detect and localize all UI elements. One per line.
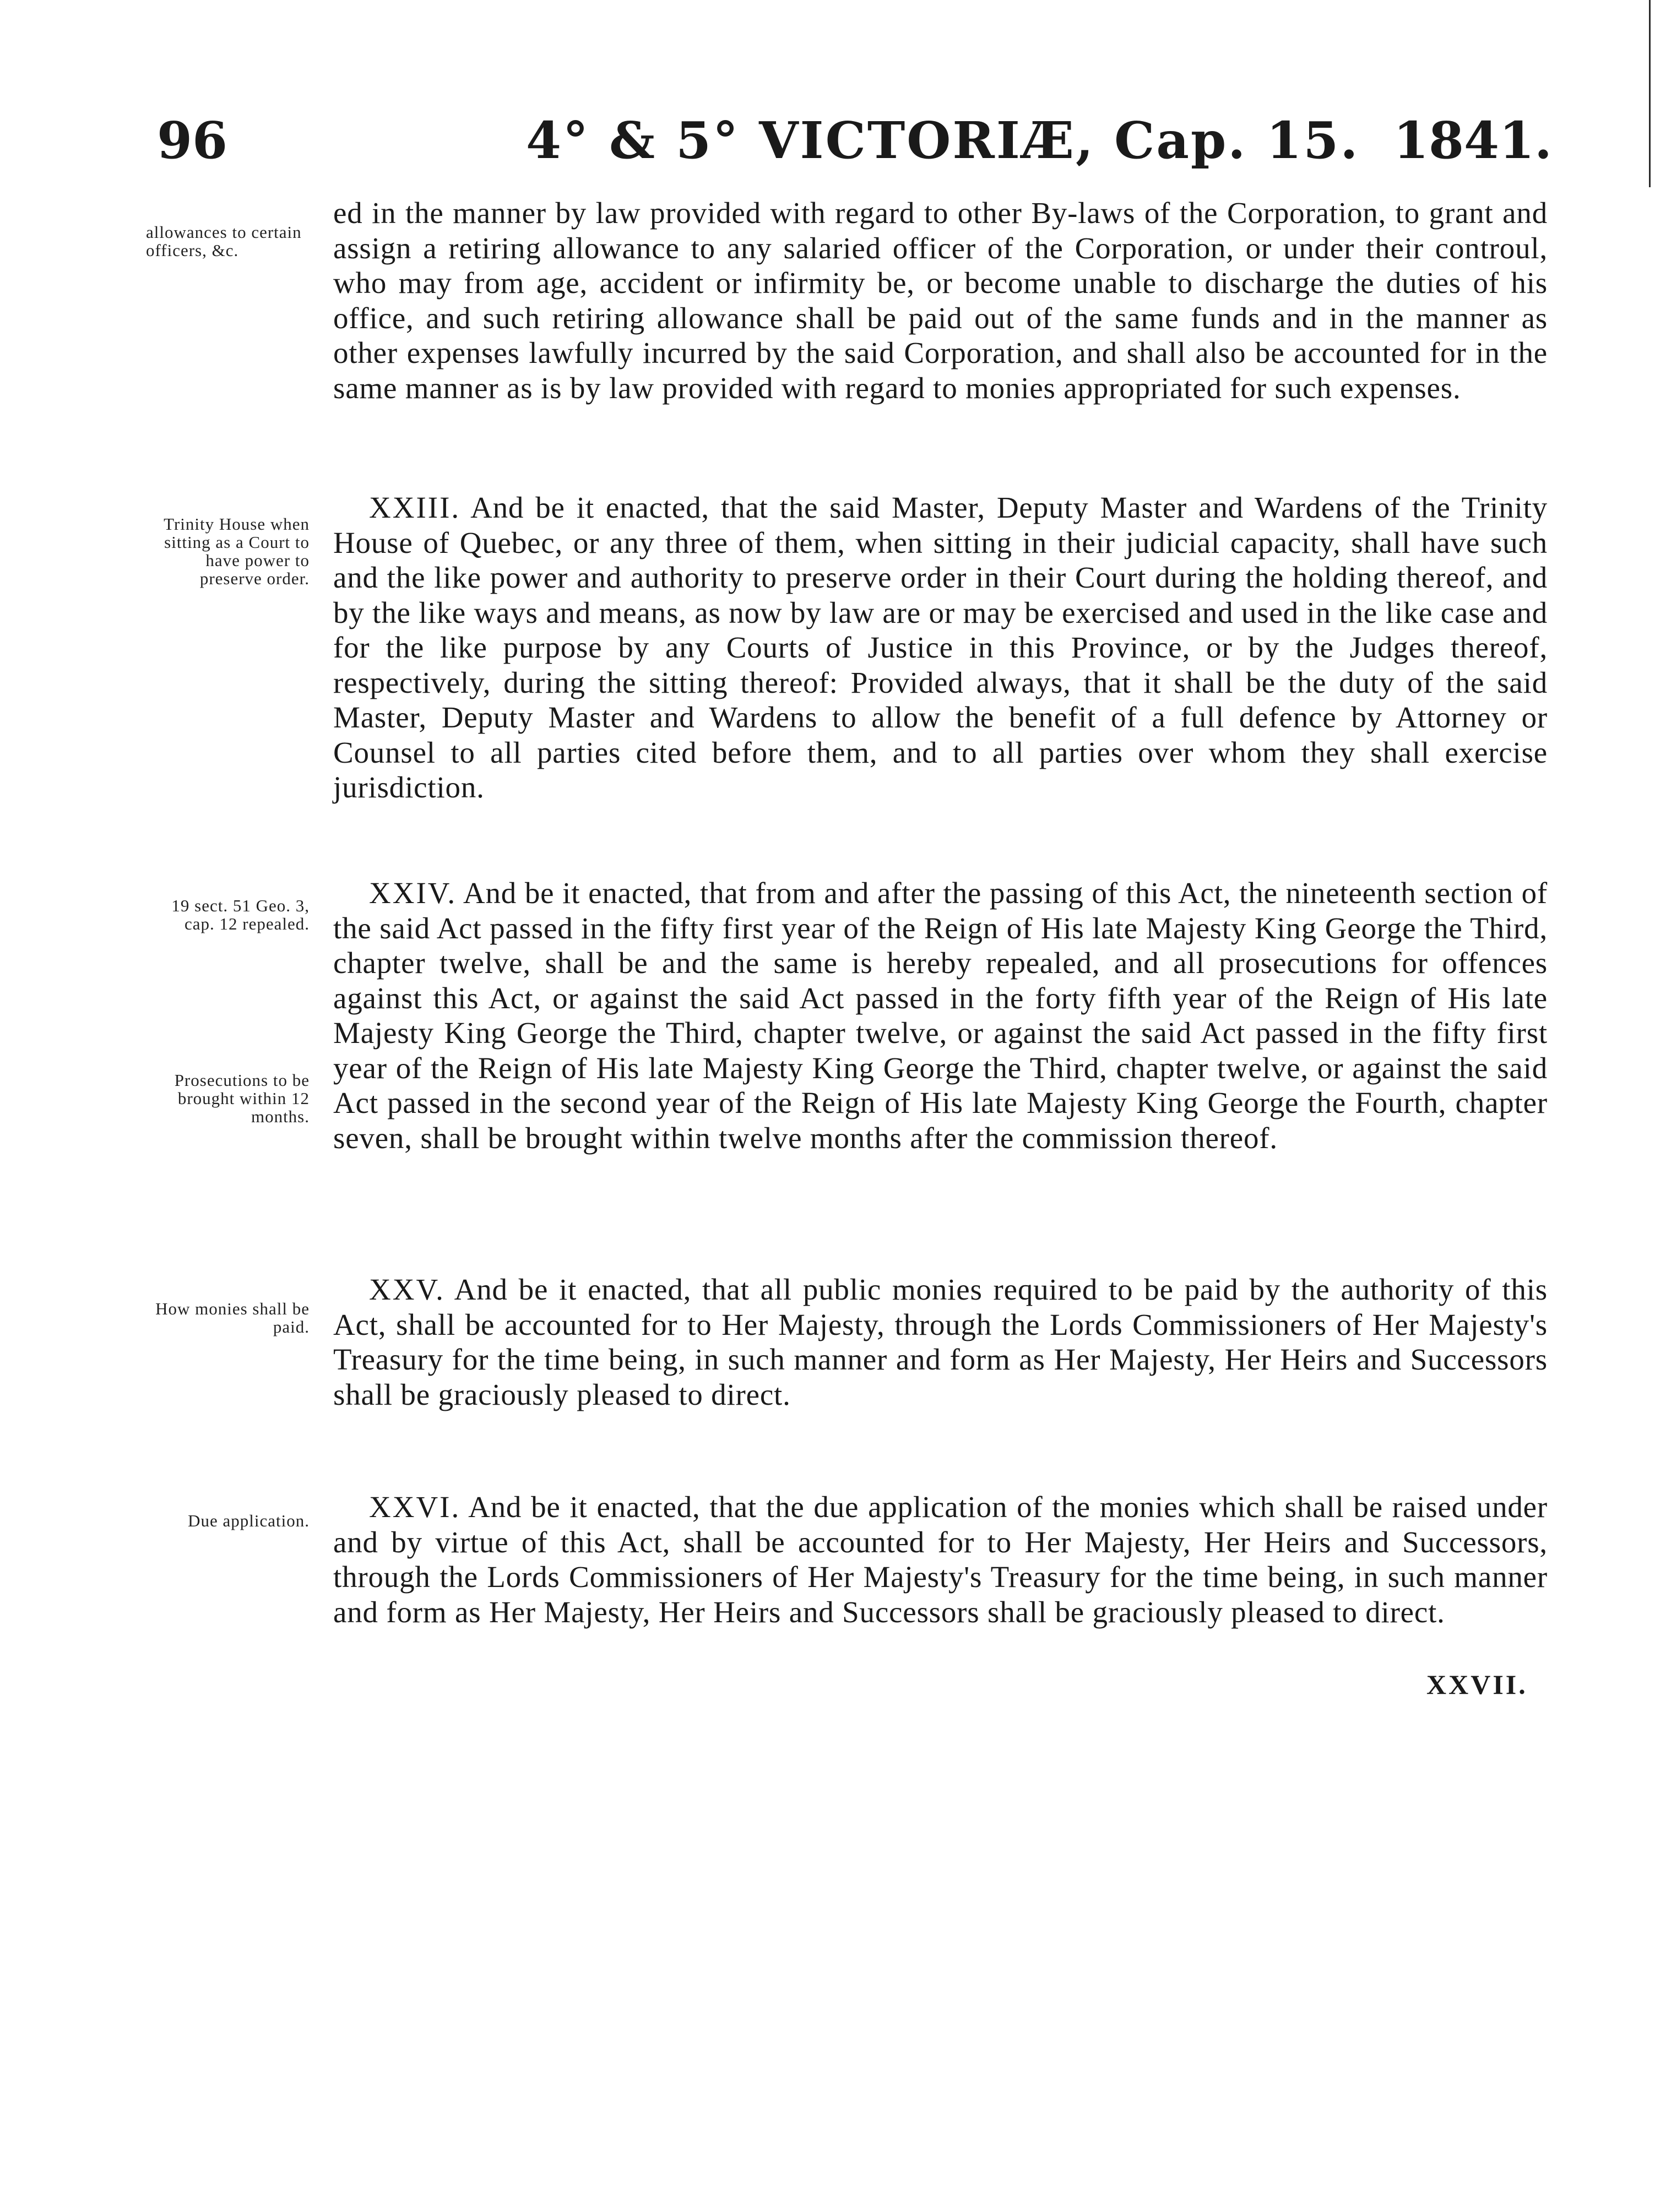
section-xxv xyxy=(333,1272,1548,1412)
section-xxiii xyxy=(333,490,1548,805)
catchword: XXVII. xyxy=(1426,1669,1528,1700)
section-xxiv xyxy=(333,876,1548,1155)
margin-note-repeal: 19 sect. 51 Geo. 3, cap. 12 repealed. xyxy=(171,896,310,933)
paragraph-text: ed in the manner by law provided with regard to other By-laws of the Corporation, to grant and assign a retiring allowance to any salaried officer of the Corporation, or under their controul, who may from age, accident or infirmity be, or become unable to discharge the duties of his office, and such retiring allowance shall be paid out of the same funds and in the manner as other expenses lawfully incurred by the said Corporation, and shall also be accounted for in the same manner as is by law provided with regard to monies appropriated for such expenses. xyxy=(333,196,1548,405)
margin-note-monies: How monies shall be paid. xyxy=(155,1299,310,1336)
section-number: XXV. xyxy=(369,1273,445,1306)
paragraph-continued xyxy=(333,195,1548,405)
section-text: And be it enacted, that from and after the passing of this Act, the nineteenth section of the said Act passed in the fifty first year of the Reign of His late Majesty King George the Third, chapter twelve, shall be and the same is hereby repealed, and all prosecutions for offences against this Act, or against the said Act passed in the forty fifth year of the Reign of His late Majesty King George the Third, chapter twelve, or against the said Act passed in the fifty first year of the Reign of His late Majesty King George the Third, chapter twelve, or against the said Act passed in the second year of the Reign of His late Majesty King George the Fourth, chapter seven, shall be brought within twelve months after the commission thereof. xyxy=(333,876,1548,1155)
section-xxvi xyxy=(333,1490,1548,1629)
running-title: 4° & 5° VICTORIÆ, Cap. 15. xyxy=(526,111,1360,170)
section-text: And be it enacted, that the said Master, Deputy Master and Wardens of the Trinity House of Quebec, or any three of them, when sitting in their judicial capacity, shall have such and the like power and authority to preserve order in their Court during the holding thereof, and by the like ways and means, as now by law are or may be exercised and used in the like case and for the like purpose by any Courts of Justice in this Province, or by the Judges thereof, respectively, during the sitting thereof: Provided always, that it shall be the duty of the said Master, Deputy Master and Wardens to allow the benefit of a full defence by Attorney or Counsel to all parties cited before them, and to all parties over whom they shall exercise jurisdiction. xyxy=(333,491,1548,804)
section-number: XXIV. xyxy=(369,876,457,910)
margin-note-trinity: Trinity House when sitting as a Court to have power to preserve order. xyxy=(164,514,310,588)
section-text: And be it enacted, that all public monies required to be paid by the authority of this Act, shall be accounted for to Her Majesty, through the Lords Commissioners of Her Majesty's Treasury for the time being, in such manner and form as Her Majesty, Her Heirs and Successors shall be graciously pleased to direct. xyxy=(333,1273,1548,1411)
margin-note-allowances: allowances to certain officers, &c. xyxy=(146,222,302,260)
section-text: And be it enacted, that the due application of the monies which shall be raised under and by virtue of this Act, shall be accounted for to Her Majesty, Her Heirs and Successors, through the Lords Commissioners of Her Majesty's Treasury for the time being, in such manner and form as Her Majesty, Her Heirs and Successors shall be graciously pleased to direct. xyxy=(333,1490,1548,1629)
header-year: 1841. xyxy=(1393,111,1553,170)
page-number: 96 xyxy=(157,111,228,170)
section-number: XXVI. xyxy=(369,1490,461,1524)
margin-note-application: Due application. xyxy=(188,1511,310,1530)
section-number: XXIII. xyxy=(369,491,461,524)
margin-note-prosecutions: Prosecutions to be brought within 12 months. xyxy=(174,1070,310,1126)
page-edge-rule xyxy=(1649,0,1651,187)
